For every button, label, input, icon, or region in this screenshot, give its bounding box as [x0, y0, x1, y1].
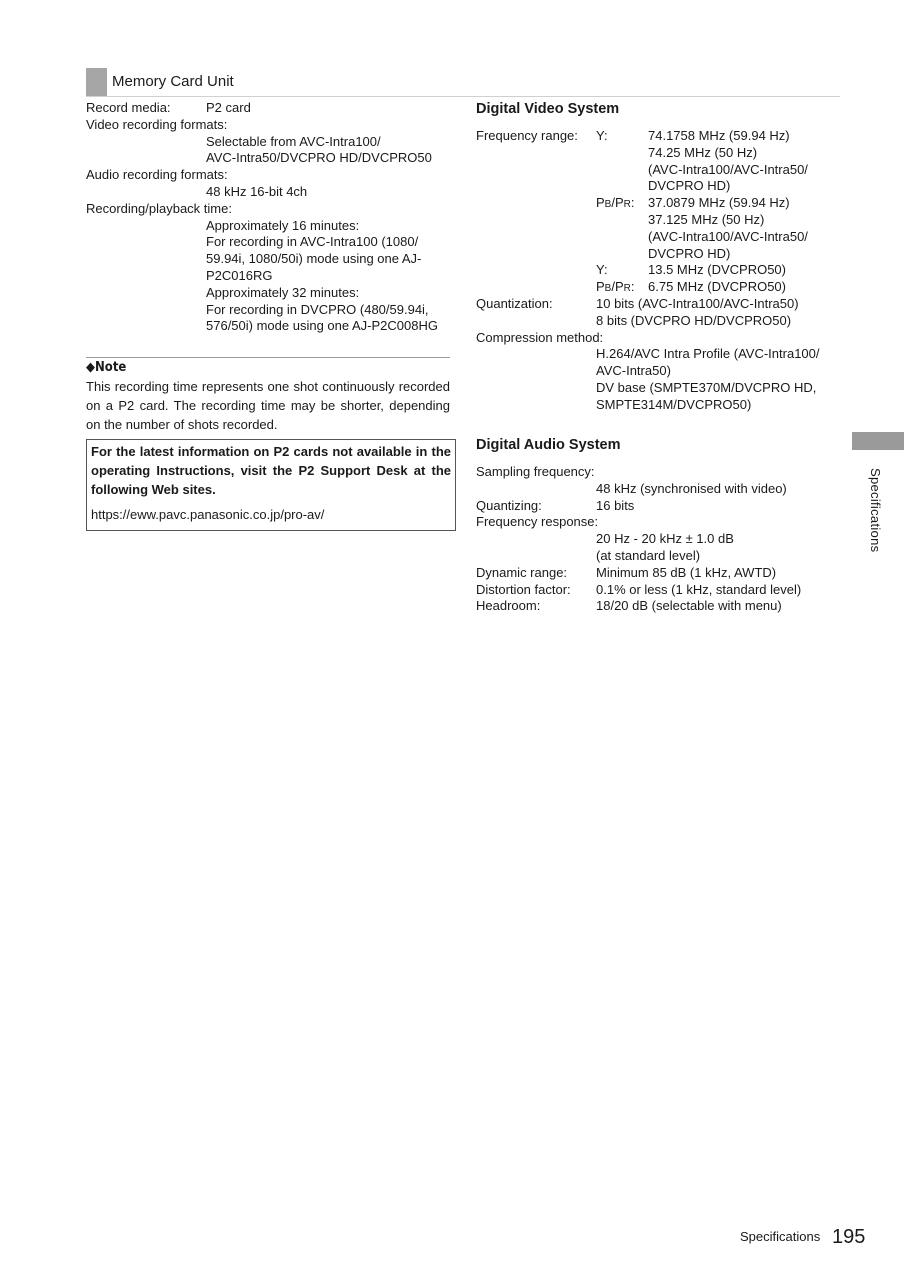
spec-row: [86, 234, 450, 251]
spec-row: [86, 318, 450, 335]
spec-row: [86, 117, 450, 134]
spec-value: 48 kHz (synchronised with video): [596, 480, 787, 496]
spec-row: [86, 100, 450, 117]
spec-row: [86, 167, 450, 184]
spec-row: [86, 302, 450, 319]
spec-label: Frequency response:: [476, 514, 599, 530]
spec-label: Frequency range:: [476, 128, 578, 143]
spec-value: 37.125 MHz (50 Hz): [648, 211, 765, 227]
spec-row: [476, 548, 840, 565]
spec-row: [476, 531, 840, 548]
spec-row: [86, 184, 450, 201]
spec-row: [86, 218, 450, 235]
spec-label: Sampling frequency:: [476, 464, 595, 479]
spec-value: 576/50i) mode using one AJ-P2C008HG: [206, 318, 438, 334]
spec-label: Audio recording formats:: [86, 167, 228, 183]
digital-video-specs: [476, 128, 840, 414]
support-url-link[interactable]: https://eww.pavc.panasonic.co.jp/pro-av/: [91, 507, 325, 522]
spec-row: [476, 598, 840, 615]
spec-row: [476, 481, 840, 498]
spec-label: Quantizing:: [476, 497, 542, 513]
spec-row: [86, 268, 450, 285]
spec-label: Compression method:: [476, 329, 604, 345]
section-marker: [86, 68, 107, 96]
spec-label: Quantization:: [476, 295, 553, 311]
section-title: Memory Card Unit: [112, 73, 234, 90]
spec-value: 16 bits: [596, 497, 635, 513]
spec-row: [476, 212, 840, 229]
spec-row: [476, 330, 840, 347]
spec-row: [476, 514, 840, 531]
info-box: [86, 439, 456, 531]
spec-value: Approximately 16 minutes:: [206, 217, 360, 233]
spec-value: 18/20 dB (selectable with menu): [596, 598, 782, 614]
digital-audio-title: Digital Audio System: [476, 437, 621, 453]
spec-label: Distortion factor:: [476, 581, 571, 597]
spec-value: Minimum 85 dB (1 kHz, AWTD): [596, 564, 777, 580]
spec-row: [476, 397, 840, 414]
spec-value: (at standard level): [596, 547, 701, 563]
spec-row: [86, 134, 450, 151]
spec-row: [476, 145, 840, 162]
spec-value: 74.25 MHz (50 Hz): [648, 144, 758, 160]
spec-row: [476, 565, 840, 582]
page-number: 195: [832, 1226, 866, 1248]
spec-value: 8 bits (DVCPRO HD/DVCPRO50): [596, 312, 792, 328]
side-chapter-label: Specifications: [867, 468, 883, 553]
spec-value: Selectable from AVC-Intra100/: [206, 133, 381, 149]
spec-sublabel: Y:: [596, 128, 608, 143]
spec-value: Approximately 32 minutes:: [206, 284, 360, 300]
spec-row: [476, 582, 840, 599]
spec-row: [476, 464, 840, 481]
spec-value: 59.94i, 1080/50i) mode using one AJ-: [206, 251, 422, 267]
spec-value: P2C016RG: [206, 267, 273, 283]
spec-row: [476, 279, 840, 296]
spec-row: [476, 296, 840, 313]
spec-value: 10 bits (AVC-Intra100/AVC-Intra50): [596, 295, 799, 311]
spec-row: [476, 313, 840, 330]
side-chapter-tab: [852, 432, 904, 450]
spec-value: 37.0879 MHz (59.94 Hz): [648, 195, 790, 211]
spec-value: For recording in AVC-Intra100 (1080/: [206, 234, 419, 250]
spec-row: [476, 128, 840, 145]
spec-value: 74.1758 MHz (59.94 Hz): [648, 128, 790, 143]
spec-value: 20 Hz - 20 kHz ± 1.0 dB: [596, 531, 734, 547]
spec-label: Video recording formats:: [86, 116, 228, 132]
spec-value: 13.5 MHz (DVCPRO50): [648, 262, 786, 278]
spec-value: AVC-Intra50/DVCPRO HD/DVCPRO50: [206, 150, 432, 166]
section-header: [86, 68, 840, 97]
spec-row: [86, 251, 450, 268]
spec-value: DV base (SMPTE370M/DVCPRO HD,: [596, 379, 817, 395]
spec-row: [476, 380, 840, 397]
note-body: This recording time represents one shot continuously recorded on a P2 card. The recording time may be shorter, depending on the number of shots recorded.: [86, 379, 450, 432]
spec-row: [476, 195, 840, 212]
spec-value: H.264/AVC Intra Profile (AVC-Intra100/: [596, 346, 820, 362]
spec-value: P2 card: [206, 100, 251, 115]
note-block: [86, 357, 450, 434]
spec-row: [476, 162, 840, 179]
spec-row: [476, 346, 840, 363]
spec-row: [476, 246, 840, 263]
digital-audio-specs: [476, 464, 840, 615]
spec-row: [476, 229, 840, 246]
spec-row: [476, 178, 840, 195]
spec-row: [476, 262, 840, 279]
spec-sublabel: Y:: [596, 262, 608, 278]
spec-value: (AVC-Intra100/AVC-Intra50/: [648, 161, 808, 177]
spec-value: 48 kHz 16-bit 4ch: [206, 183, 308, 199]
spec-value: DVCPRO HD): [648, 178, 731, 194]
spec-value: For recording in DVCPRO (480/59.94i,: [206, 301, 429, 317]
spec-sublabel: PB/PR:: [596, 195, 635, 211]
spec-value: SMPTE314M/DVCPRO50): [596, 396, 752, 412]
footer-label: Specifications: [740, 1229, 821, 1244]
info-box-text: For the latest information on P2 cards not available in the operating Instructions, visit the P2 Support Desk at the following Web sites.: [91, 444, 451, 497]
digital-video-title: Digital Video System: [476, 101, 620, 117]
spec-value: DVCPRO HD): [648, 245, 731, 261]
spec-label: Headroom:: [476, 598, 541, 614]
spec-value: (AVC-Intra100/AVC-Intra50/: [648, 228, 808, 244]
spec-label: Dynamic range:: [476, 564, 568, 580]
spec-row: [86, 285, 450, 302]
memory-card-specs: [86, 100, 450, 335]
spec-value: 6.75 MHz (DVCPRO50): [648, 279, 786, 295]
spec-row: [476, 498, 840, 515]
spec-row: [476, 363, 840, 380]
spec-row: [86, 150, 450, 167]
note-heading: ◆Note: [86, 360, 127, 375]
spec-value: AVC-Intra50): [596, 363, 671, 379]
spec-value: 0.1% or less (1 kHz, standard level): [596, 581, 802, 597]
spec-row: [86, 201, 450, 218]
spec-label: Record media:: [86, 100, 171, 115]
spec-label: Recording/playback time:: [86, 200, 232, 216]
spec-sublabel: PB/PR:: [596, 279, 635, 295]
